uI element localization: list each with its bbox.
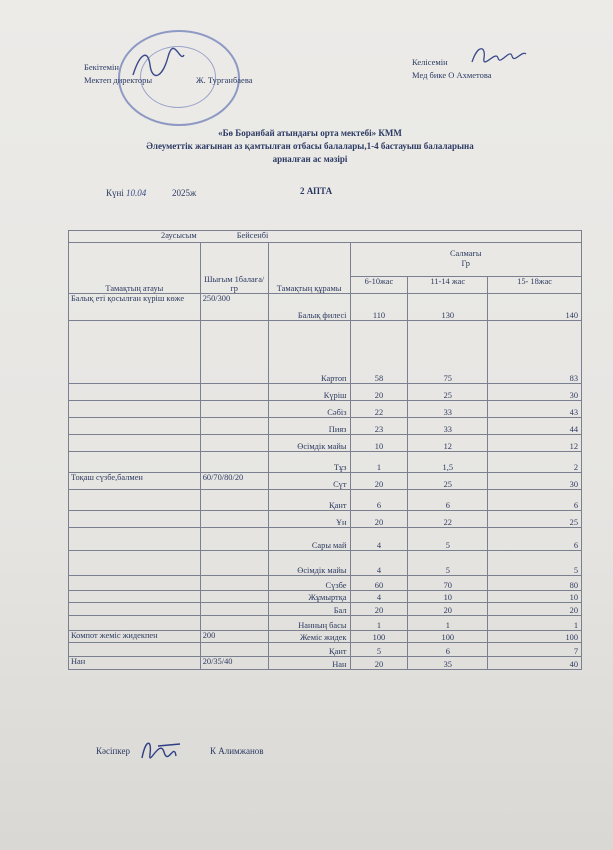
cell-dish (69, 591, 201, 603)
cell-weight-6-10: 1 (350, 616, 408, 631)
cell-ingredient: Сүт (268, 473, 350, 490)
table-row (69, 551, 582, 576)
cell-yield (200, 643, 268, 657)
cell-ingredient: Жеміс жидек (268, 631, 350, 643)
cell-weight-11-14: 6 (408, 490, 488, 511)
cell-yield (200, 576, 268, 591)
cell-weight-15-18: 10 (488, 591, 582, 603)
table-row (69, 452, 582, 473)
cell-weight-6-10: 20 (350, 603, 408, 616)
cell-weight-11-14: 70 (408, 576, 488, 591)
cell-weight-15-18: 6 (488, 490, 582, 511)
cell-yield: 60/70/80/20 (200, 473, 268, 490)
cell-ingredient: Өсімдік майы (268, 435, 350, 452)
cell-weight-11-14: 5 (408, 551, 488, 576)
cell-weight-15-18: 20 (488, 603, 582, 616)
table-row (69, 528, 582, 551)
cell-weight-15-18: 80 (488, 576, 582, 591)
cell-ingredient: Күріш (268, 384, 350, 401)
cell-yield (200, 452, 268, 473)
table-row (69, 631, 582, 643)
cell-dish (69, 401, 201, 418)
shift-label: 2аусысым (161, 231, 197, 240)
cell-weight-15-18: 2 (488, 452, 582, 473)
entrepreneur-signature (136, 732, 192, 766)
table-row (69, 473, 582, 490)
header-composition: Тамақтың құрамы (268, 243, 350, 294)
cell-ingredient: Нанның басы (268, 616, 350, 631)
cell-yield (200, 511, 268, 528)
header-weight (350, 243, 582, 277)
header-age-6-10: 6-10жас (350, 276, 408, 293)
cell-dish: Нан (69, 657, 201, 670)
cell-weight-15-18: 5 (488, 551, 582, 576)
cell-weight-11-14: 10 (408, 591, 488, 603)
cell-yield: 200 (200, 631, 268, 643)
cell-weight-11-14: 33 (408, 418, 488, 435)
cell-dish (69, 452, 201, 473)
table-row (69, 321, 582, 384)
cell-weight-11-14: 6 (408, 643, 488, 657)
year: 2025ж (172, 188, 197, 198)
table-row (69, 511, 582, 528)
title-school: «Бө Боранбай атындағы орта мектебі» КММ (218, 128, 402, 138)
table-row (69, 401, 582, 418)
cell-ingredient: Сүзбе (268, 576, 350, 591)
menu-table-body (69, 294, 582, 670)
cell-dish (69, 418, 201, 435)
table-row (69, 643, 582, 657)
cell-dish (69, 321, 201, 384)
cell-ingredient: Пияз (268, 418, 350, 435)
cell-weight-6-10: 6 (350, 490, 408, 511)
nurse-signature (468, 40, 528, 70)
table-row (69, 294, 582, 321)
cell-weight-15-18: 83 (488, 321, 582, 384)
table-row (69, 591, 582, 603)
cell-dish (69, 616, 201, 631)
cell-ingredient: Қант (268, 643, 350, 657)
cell-ingredient: Картоп (268, 321, 350, 384)
cell-ingredient: Сары май (268, 528, 350, 551)
cell-weight-11-14: 25 (408, 384, 488, 401)
cell-yield (200, 401, 268, 418)
cell-dish: Тоқаш сүзбе,балмен (69, 473, 201, 490)
approve-right-line2: Мед бике О Ахметова (412, 70, 492, 80)
cell-weight-6-10: 22 (350, 401, 408, 418)
cell-yield (200, 321, 268, 384)
cell-weight-11-14: 22 (408, 511, 488, 528)
cell-weight-11-14: 33 (408, 401, 488, 418)
table-row (69, 616, 582, 631)
cell-ingredient: Жұмыртқа (268, 591, 350, 603)
header-weight-unit: Гр (461, 259, 470, 269)
cell-weight-15-18: 140 (488, 294, 582, 321)
cell-yield (200, 384, 268, 401)
footer-name: К Алимжанов (210, 746, 264, 756)
cell-ingredient: Қант (268, 490, 350, 511)
week-label: 2 АПТА (300, 186, 333, 196)
cell-weight-6-10: 4 (350, 591, 408, 603)
cell-weight-11-14: 75 (408, 321, 488, 384)
cell-yield (200, 418, 268, 435)
cell-dish (69, 435, 201, 452)
cell-weight-6-10: 60 (350, 576, 408, 591)
cell-dish: Балық еті қосылған күріш көже (69, 294, 201, 321)
cell-dish (69, 551, 201, 576)
cell-weight-6-10: 4 (350, 551, 408, 576)
cell-weight-6-10: 100 (350, 631, 408, 643)
table-row (69, 603, 582, 616)
cell-yield (200, 616, 268, 631)
cell-weight-15-18: 12 (488, 435, 582, 452)
cell-dish (69, 384, 201, 401)
cell-weight-11-14: 5 (408, 528, 488, 551)
cell-weight-6-10: 10 (350, 435, 408, 452)
cell-ingredient: Өсімдік майы (268, 551, 350, 576)
cell-weight-11-14: 130 (408, 294, 488, 321)
table-row (69, 418, 582, 435)
cell-weight-11-14: 12 (408, 435, 488, 452)
date-value: 10.04 (126, 188, 147, 198)
cell-weight-15-18: 30 (488, 384, 582, 401)
approve-right-line1: Келісемін (412, 57, 448, 67)
table-day-row (69, 231, 582, 243)
cell-weight-11-14: 25 (408, 473, 488, 490)
cell-weight-11-14: 1,5 (408, 452, 488, 473)
cell-weight-6-10: 20 (350, 384, 408, 401)
cell-dish (69, 643, 201, 657)
header-yield: Шығым 1балаға/гр (200, 243, 268, 294)
cell-weight-6-10: 58 (350, 321, 408, 384)
table-header-row-1 (69, 243, 582, 277)
cell-weight-15-18: 1 (488, 616, 582, 631)
cell-dish (69, 576, 201, 591)
cell-ingredient: Балық филесі (268, 294, 350, 321)
menu-table (68, 230, 582, 670)
cell-weight-15-18: 44 (488, 418, 582, 435)
cell-yield: 250/300 (200, 294, 268, 321)
cell-weight-6-10: 20 (350, 657, 408, 670)
table-row (69, 657, 582, 670)
cell-weight-6-10: 20 (350, 473, 408, 490)
weekday-label: Бейсенбі (236, 231, 269, 240)
table-row (69, 384, 582, 401)
cell-dish (69, 528, 201, 551)
cell-weight-15-18: 30 (488, 473, 582, 490)
approve-left-line3: Ж. Турганбаева (196, 75, 253, 85)
title-menu: арналған ас мәзірі (272, 154, 348, 164)
approve-left-line1: Бекітемін (84, 62, 119, 72)
cell-weight-15-18: 100 (488, 631, 582, 643)
cell-weight-6-10: 4 (350, 528, 408, 551)
cell-ingredient: Сәбіз (268, 401, 350, 418)
footer-role: Кәсіпкер (96, 746, 130, 756)
title-description: Әлеуметтік жағынан аз қамтылған отбасы балалары,1-4 бастауыш балаларына (146, 141, 474, 151)
date-label: Күні (106, 188, 124, 198)
cell-dish: Компот жеміс жидекпен (69, 631, 201, 643)
cell-ingredient: Ұн (268, 511, 350, 528)
cell-weight-11-14: 20 (408, 603, 488, 616)
header-dish-name: Тамақтың атауы (69, 243, 201, 294)
cell-weight-11-14: 1 (408, 616, 488, 631)
director-signature (128, 45, 188, 85)
cell-dish (69, 490, 201, 511)
cell-yield (200, 591, 268, 603)
cell-weight-15-18: 7 (488, 643, 582, 657)
cell-weight-15-18: 25 (488, 511, 582, 528)
cell-yield (200, 603, 268, 616)
cell-weight-15-18: 43 (488, 401, 582, 418)
cell-weight-6-10: 110 (350, 294, 408, 321)
table-row (69, 576, 582, 591)
cell-ingredient: Нан (268, 657, 350, 670)
table-row (69, 490, 582, 511)
cell-weight-6-10: 20 (350, 511, 408, 528)
cell-dish (69, 603, 201, 616)
approve-left-line2: Мектеп директоры (84, 75, 153, 85)
table-row (69, 435, 582, 452)
header-age-11-14: 11-14 жас (408, 276, 488, 293)
cell-weight-11-14: 35 (408, 657, 488, 670)
cell-yield: 20/35/40 (200, 657, 268, 670)
cell-dish (69, 511, 201, 528)
cell-weight-15-18: 40 (488, 657, 582, 670)
cell-weight-6-10: 5 (350, 643, 408, 657)
cell-weight-15-18: 6 (488, 528, 582, 551)
header-age-15-18: 15- 18жас (488, 276, 582, 293)
header-weight-label: Салмағы (449, 249, 482, 259)
cell-weight-11-14: 100 (408, 631, 488, 643)
cell-yield (200, 490, 268, 511)
cell-ingredient: Бал (268, 603, 350, 616)
cell-yield (200, 528, 268, 551)
cell-ingredient: Тұз (268, 452, 350, 473)
cell-yield (200, 435, 268, 452)
cell-weight-6-10: 1 (350, 452, 408, 473)
cell-yield (200, 551, 268, 576)
cell-weight-6-10: 23 (350, 418, 408, 435)
